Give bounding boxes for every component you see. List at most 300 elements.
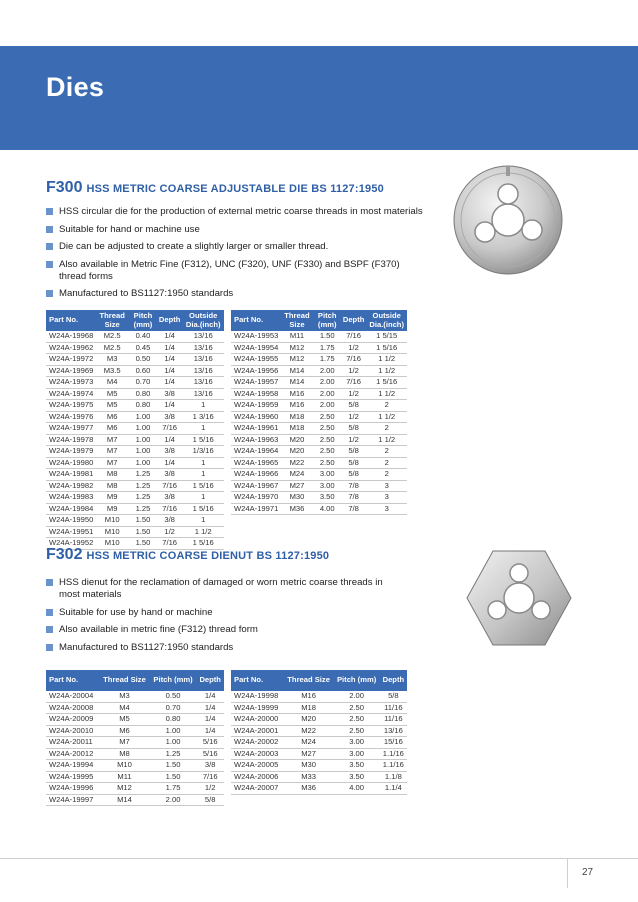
table-cell: W24A-19969: [46, 365, 95, 377]
f302-table-right: [231, 670, 407, 795]
table-cell: 2.50: [334, 702, 380, 714]
table-row: [231, 480, 407, 492]
table-cell: 13/16: [380, 725, 407, 737]
table-cell: W24A-19972: [46, 354, 95, 366]
table-cell: 1: [182, 400, 224, 412]
table-cell: 1.00: [129, 411, 157, 423]
table-cell: 13/16: [182, 388, 224, 400]
table-cell: M27: [284, 748, 334, 760]
table-cell: M3: [99, 691, 149, 702]
table-cell: 11/16: [380, 702, 407, 714]
table-row: [46, 794, 224, 806]
table-cell: 1.1/4: [380, 783, 407, 795]
table-cell: 13/16: [182, 354, 224, 366]
table-row: [46, 702, 224, 714]
table-cell: 1/4: [196, 691, 224, 702]
table-cell: 1/2: [157, 526, 183, 538]
table-cell: 1.50: [129, 515, 157, 527]
col-outside-dia: Outside Dia.(inch): [366, 310, 407, 331]
table-cell: 1 5/16: [182, 538, 224, 550]
bullet-item: Suitable for hand or machine use: [46, 224, 436, 236]
table-cell: W24A-19951: [46, 526, 95, 538]
table-cell: M6: [95, 411, 129, 423]
table-cell: 1 1/2: [182, 526, 224, 538]
table-cell: M9: [95, 503, 129, 515]
table-cell: 1.00: [129, 446, 157, 458]
table-cell: 1: [182, 423, 224, 435]
table-cell: M12: [280, 354, 313, 366]
table-row: [46, 331, 224, 342]
table-cell: M24: [280, 469, 313, 481]
table-cell: M10: [99, 760, 149, 772]
table-row: [46, 457, 224, 469]
table-row: [46, 423, 224, 435]
table-cell: 1.25: [129, 503, 157, 515]
f300-code: F300: [46, 179, 83, 196]
table-cell: 15/16: [380, 737, 407, 749]
table-cell: M7: [95, 446, 129, 458]
table-cell: 1.75: [314, 354, 341, 366]
table-cell: M10: [95, 526, 129, 538]
table-row: [231, 691, 407, 702]
table-cell: 1: [182, 515, 224, 527]
table-cell: W24A-19996: [46, 783, 99, 795]
table-cell: 11/16: [380, 714, 407, 726]
col-pitch: Pitch (mm): [334, 670, 380, 691]
table-cell: 2.50: [314, 446, 341, 458]
table-cell: W24A-20004: [46, 691, 99, 702]
table-cell: 7/8: [341, 503, 367, 515]
f300-table-left: [46, 310, 224, 550]
table-cell: M20: [280, 434, 313, 446]
table-cell: 1/4: [157, 457, 183, 469]
col-depth: Depth: [196, 670, 224, 691]
table-cell: 0.80: [150, 714, 197, 726]
col-pitch: Pitch (mm): [314, 310, 341, 331]
table-cell: 13/16: [182, 331, 224, 342]
table-cell: 1.00: [129, 423, 157, 435]
table-cell: M22: [284, 725, 334, 737]
bullet-item: HSS circular die for the production of external metric coarse threads in most materials: [46, 206, 436, 218]
table-row: [46, 737, 224, 749]
table-cell: M6: [95, 423, 129, 435]
table-cell: 1.25: [129, 492, 157, 504]
table-cell: 1 1/2: [366, 365, 407, 377]
table-cell: 1 5/16: [366, 342, 407, 354]
col-depth: Depth: [157, 310, 183, 331]
table-cell: 7/16: [157, 480, 183, 492]
table-row: [231, 434, 407, 446]
table-row: [46, 783, 224, 795]
table-cell: M10: [95, 515, 129, 527]
table-cell: M7: [95, 457, 129, 469]
table-cell: M36: [280, 503, 313, 515]
table-cell: 2.50: [314, 434, 341, 446]
square-bullet-icon: [46, 243, 53, 250]
f302-table-left: [46, 670, 224, 806]
table-cell: W24A-19977: [46, 423, 95, 435]
table-cell: 0.50: [129, 354, 157, 366]
table-cell: M4: [99, 702, 149, 714]
table-cell: M14: [280, 365, 313, 377]
bullet-item: Manufactured to BS1127:1950 standards: [46, 288, 436, 300]
header-banner: [0, 46, 638, 150]
table-cell: M30: [280, 492, 313, 504]
table-row: [231, 411, 407, 423]
table-row: [46, 377, 224, 389]
table-cell: M24: [284, 737, 334, 749]
table-row: [231, 737, 407, 749]
col-part-no: Part No.: [231, 670, 284, 691]
f302-title: [46, 546, 329, 564]
table-cell: 3.00: [334, 737, 380, 749]
table-cell: 1/2: [196, 783, 224, 795]
table-cell: W24A-20005: [231, 760, 284, 772]
table-cell: M8: [99, 748, 149, 760]
table-cell: M16: [280, 388, 313, 400]
col-thread-size: Thread Size: [280, 310, 313, 331]
table-row: [231, 365, 407, 377]
table-cell: 1/4: [157, 377, 183, 389]
table-row: [46, 434, 224, 446]
table-cell: 1/2: [341, 342, 367, 354]
table-cell: 1 5/16: [182, 480, 224, 492]
table-cell: 0.80: [129, 388, 157, 400]
bullet-item: HSS dienut for the reclamation of damaged or worn metric coarse threads in most materials: [46, 577, 394, 601]
table-cell: 1.1/8: [380, 771, 407, 783]
table-cell: M7: [95, 434, 129, 446]
table-cell: W24A-19982: [46, 480, 95, 492]
table-row: [46, 354, 224, 366]
table-cell: 1.00: [129, 434, 157, 446]
table-cell: 3: [366, 480, 407, 492]
table-cell: W24A-19963: [231, 434, 280, 446]
table-cell: 2.50: [334, 725, 380, 737]
table-cell: W24A-19999: [231, 702, 284, 714]
table-cell: 1/4: [196, 702, 224, 714]
table-cell: 2: [366, 457, 407, 469]
table-cell: 0.50: [150, 691, 197, 702]
table-cell: W24A-19998: [231, 691, 284, 702]
table-cell: 1.1/16: [380, 748, 407, 760]
table-row: [46, 365, 224, 377]
table-cell: W24A-20002: [231, 737, 284, 749]
table-cell: 2.50: [314, 423, 341, 435]
table-cell: 3: [366, 492, 407, 504]
table-cell: 0.80: [129, 400, 157, 412]
table-cell: 2.00: [150, 794, 197, 806]
f300-name: HSS METRIC COARSE ADJUSTABLE DIE BS 1127:1950: [86, 183, 384, 195]
table-cell: 1: [182, 469, 224, 481]
table-cell: W24A-19952: [46, 538, 95, 550]
table-cell: M18: [280, 411, 313, 423]
table-cell: W24A-20003: [231, 748, 284, 760]
table-cell: W24A-20011: [46, 737, 99, 749]
table-cell: 3.50: [314, 492, 341, 504]
table-cell: 3: [366, 503, 407, 515]
table-row: [231, 783, 407, 795]
table-cell: 1.75: [150, 783, 197, 795]
table-cell: M11: [280, 331, 313, 342]
table-cell: 2.50: [334, 714, 380, 726]
col-pitch: Pitch (mm): [150, 670, 197, 691]
table-row: [46, 515, 224, 527]
table-cell: 1/2: [341, 411, 367, 423]
table-cell: 3/8: [157, 515, 183, 527]
table-cell: 2.00: [314, 388, 341, 400]
table-cell: 0.70: [129, 377, 157, 389]
table-cell: W24A-19956: [231, 365, 280, 377]
table-cell: W24A-19995: [46, 771, 99, 783]
table-cell: W24A-19997: [46, 794, 99, 806]
table-cell: 7/8: [341, 480, 367, 492]
table-cell: 7/16: [157, 538, 183, 550]
table-cell: M33: [284, 771, 334, 783]
table-cell: 1.50: [150, 760, 197, 772]
table-cell: M3: [95, 354, 129, 366]
table-cell: W24A-19957: [231, 377, 280, 389]
col-part-no: Part No.: [231, 310, 280, 331]
square-bullet-icon: [46, 290, 53, 297]
table-cell: W24A-19968: [46, 331, 95, 342]
table-cell: W24A-20010: [46, 725, 99, 737]
table-cell: 5/8: [196, 794, 224, 806]
square-bullet-icon: [46, 208, 53, 215]
square-bullet-icon: [46, 226, 53, 233]
table-cell: W24A-19960: [231, 411, 280, 423]
table-cell: M4: [95, 377, 129, 389]
table-cell: W24A-19953: [231, 331, 280, 342]
table-cell: 5/16: [196, 737, 224, 749]
table-cell: M20: [284, 714, 334, 726]
table-cell: 2.00: [314, 365, 341, 377]
table-cell: M3.5: [95, 365, 129, 377]
table-cell: W24A-19984: [46, 503, 95, 515]
table-cell: 3/8: [157, 446, 183, 458]
table-cell: 1 1/2: [366, 411, 407, 423]
table-cell: 0.45: [129, 342, 157, 354]
f300-bullet-list: [46, 206, 436, 306]
table-cell: M14: [99, 794, 149, 806]
table-cell: M20: [280, 446, 313, 458]
table-cell: 1.25: [150, 748, 197, 760]
table-cell: W24A-19981: [46, 469, 95, 481]
table-cell: M10: [95, 538, 129, 550]
square-bullet-icon: [46, 626, 53, 633]
page-title: Dies: [46, 72, 105, 102]
table-cell: M12: [280, 342, 313, 354]
table-row: [46, 400, 224, 412]
table-cell: M5: [99, 714, 149, 726]
table-row: [46, 492, 224, 504]
table-cell: M30: [284, 760, 334, 772]
table-cell: W24A-19976: [46, 411, 95, 423]
table-row: [46, 342, 224, 354]
bullet-item: Also available in metric fine (F312) thread form: [46, 624, 396, 636]
table-cell: 4.00: [334, 783, 380, 795]
table-cell: W24A-19955: [231, 354, 280, 366]
table-cell: M8: [95, 480, 129, 492]
table-cell: 1.1/16: [380, 760, 407, 772]
table-row: [46, 526, 224, 538]
table-cell: W24A-19979: [46, 446, 95, 458]
table-cell: 1 1/2: [366, 388, 407, 400]
table-cell: W24A-20007: [231, 783, 284, 795]
bullet-item: Suitable for use by hand or machine: [46, 607, 396, 619]
table-row: [231, 725, 407, 737]
table-cell: W24A-19965: [231, 457, 280, 469]
table-row: [231, 388, 407, 400]
table-cell: 3/8: [157, 492, 183, 504]
table-cell: W24A-19964: [231, 446, 280, 458]
table-cell: M16: [284, 691, 334, 702]
table-cell: 1 5/16: [366, 377, 407, 389]
table-cell: 13/16: [182, 377, 224, 389]
table-cell: 3.00: [314, 469, 341, 481]
table-cell: M22: [280, 457, 313, 469]
table-cell: M7: [99, 737, 149, 749]
table-cell: 1: [182, 457, 224, 469]
table-cell: 1.75: [314, 342, 341, 354]
table-cell: W24A-19950: [46, 515, 95, 527]
table-cell: 7/16: [341, 377, 367, 389]
table-cell: 7/16: [157, 503, 183, 515]
table-cell: M16: [280, 400, 313, 412]
table-cell: 5/8: [341, 457, 367, 469]
table-cell: 1 1/2: [366, 434, 407, 446]
table-cell: 1/2: [341, 434, 367, 446]
table-cell: 1 5/16: [182, 434, 224, 446]
table-cell: W24A-19962: [46, 342, 95, 354]
table-cell: W24A-19959: [231, 400, 280, 412]
table-row: [231, 469, 407, 481]
table-row: [46, 469, 224, 481]
table-cell: 2.00: [314, 377, 341, 389]
f302-code: F302: [46, 546, 83, 563]
table-row: [46, 411, 224, 423]
table-cell: 5/8: [380, 691, 407, 702]
table-cell: M12: [99, 783, 149, 795]
col-thread-size: Thread Size: [95, 310, 129, 331]
table-cell: W24A-20008: [46, 702, 99, 714]
col-depth: Depth: [380, 670, 407, 691]
table-cell: 1 5/16: [182, 503, 224, 515]
table-row: [231, 331, 407, 342]
table-cell: 1/4: [157, 331, 183, 342]
table-row: [46, 446, 224, 458]
square-bullet-icon: [46, 609, 53, 616]
col-pitch: Pitch (mm): [129, 310, 157, 331]
table-cell: W24A-19967: [231, 480, 280, 492]
table-cell: 1/4: [157, 365, 183, 377]
table-cell: 3/8: [157, 388, 183, 400]
table-cell: 0.70: [150, 702, 197, 714]
table-cell: 1/4: [157, 354, 183, 366]
table-cell: 1.25: [129, 480, 157, 492]
table-row: [231, 492, 407, 504]
bullet-item: Manufactured to BS1127:1950 standards: [46, 642, 396, 654]
table-cell: M6: [99, 725, 149, 737]
table-cell: 2: [366, 400, 407, 412]
table-cell: 2.00: [334, 691, 380, 702]
table-cell: 3.00: [314, 480, 341, 492]
table-cell: 2: [366, 446, 407, 458]
table-cell: 3.50: [334, 760, 380, 772]
table-cell: 3/8: [157, 469, 183, 481]
table-cell: 1/4: [157, 400, 183, 412]
table-row: [231, 377, 407, 389]
table-row: [46, 748, 224, 760]
table-cell: 5/8: [341, 446, 367, 458]
table-cell: M5: [95, 388, 129, 400]
table-row: [46, 503, 224, 515]
f302-bullet-list: [46, 577, 396, 659]
bullet-item: Also available in Metric Fine (F312), UNC (F320), UNF (F330) and BSPF (F370) thread forms: [46, 259, 424, 283]
table-row: [46, 725, 224, 737]
col-part-no: Part No.: [46, 310, 95, 331]
table-row: [231, 354, 407, 366]
table-cell: 7/16: [157, 423, 183, 435]
table-cell: 1 1/2: [366, 354, 407, 366]
f302-name: HSS METRIC COARSE DIENUT BS 1127:1950: [86, 550, 330, 562]
page-number: 27: [582, 867, 594, 878]
table-cell: 7/16: [341, 354, 367, 366]
table-cell: M18: [284, 702, 334, 714]
table-cell: 5/8: [341, 469, 367, 481]
table-cell: W24A-19970: [231, 492, 280, 504]
table-cell: 0.60: [129, 365, 157, 377]
col-thread-size: Thread Size: [284, 670, 334, 691]
table-cell: W24A-20000: [231, 714, 284, 726]
table-cell: W24A-19983: [46, 492, 95, 504]
table-row: [46, 480, 224, 492]
table-cell: M14: [280, 377, 313, 389]
table-cell: 1.00: [129, 457, 157, 469]
footer-divider-vertical: [567, 858, 568, 888]
table-cell: 2: [366, 469, 407, 481]
table-cell: 1/4: [157, 342, 183, 354]
table-row: [231, 760, 407, 772]
table-cell: 3/8: [157, 411, 183, 423]
table-cell: 7/8: [341, 492, 367, 504]
table-cell: M5: [95, 400, 129, 412]
table-cell: 1/4: [196, 725, 224, 737]
table-cell: W24A-19973: [46, 377, 95, 389]
table-row: [231, 342, 407, 354]
table-cell: 5/16: [196, 748, 224, 760]
table-cell: 5/8: [341, 423, 367, 435]
col-outside-dia: Outside Dia.(inch): [182, 310, 224, 331]
table-cell: M27: [280, 480, 313, 492]
table-cell: W24A-20009: [46, 714, 99, 726]
table-cell: W24A-19974: [46, 388, 95, 400]
bullet-item: Die can be adjusted to create a slightly larger or smaller thread.: [46, 241, 436, 253]
table-cell: 3/8: [196, 760, 224, 772]
table-cell: M8: [95, 469, 129, 481]
table-cell: 1.50: [129, 526, 157, 538]
table-cell: M2.5: [95, 342, 129, 354]
table-row: [231, 446, 407, 458]
table-cell: 1 5/15: [366, 331, 407, 342]
table-cell: 1.50: [150, 771, 197, 783]
col-depth: Depth: [341, 310, 367, 331]
footer-divider: [0, 858, 638, 859]
f300-table-right: [231, 310, 407, 515]
table-cell: W24A-19954: [231, 342, 280, 354]
table-cell: 4.00: [314, 503, 341, 515]
table-cell: 2.00: [314, 400, 341, 412]
table-cell: M2.5: [95, 331, 129, 342]
